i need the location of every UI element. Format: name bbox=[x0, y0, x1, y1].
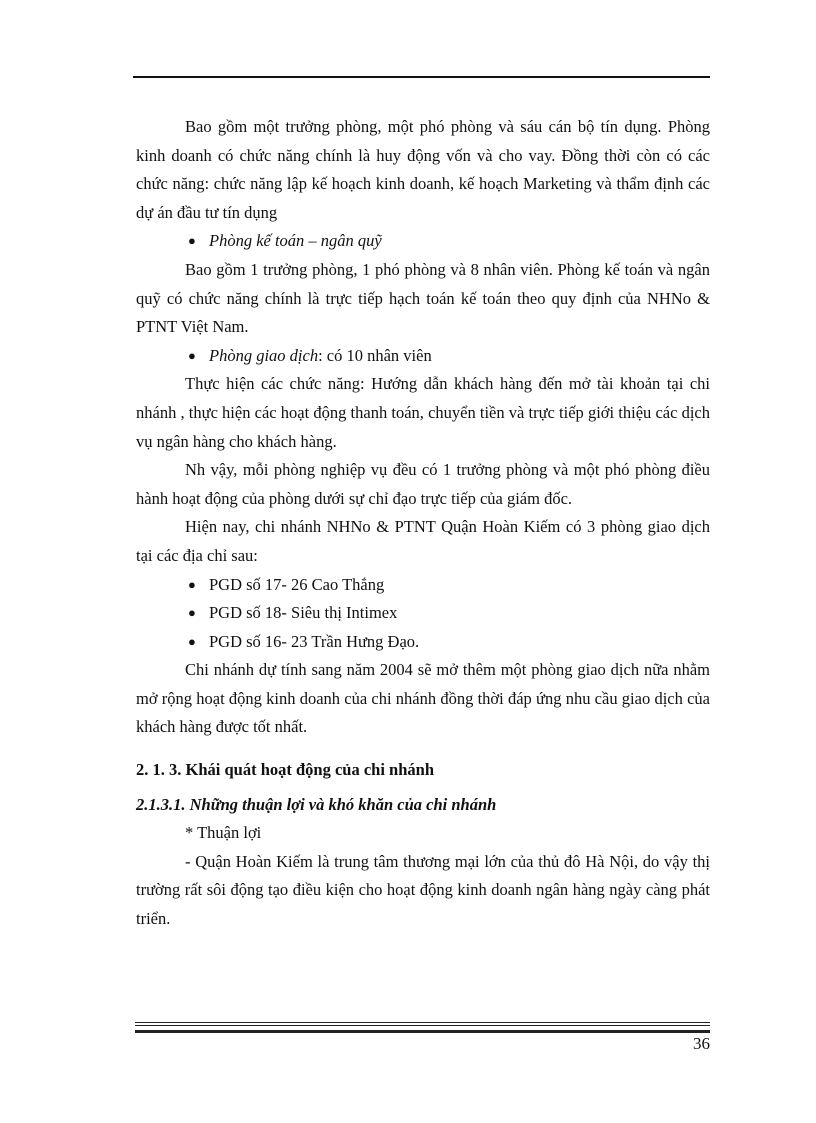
bullet-text: Phòng kế toán – ngân quỹ bbox=[209, 231, 382, 251]
list-item-text: PGD số 18- Siêu thị Intimex bbox=[209, 603, 398, 623]
list-item bbox=[136, 628, 710, 657]
paragraph-kinh-doanh: Bao gồm một trưởng phòng, một phó phòng và sáu cán bộ tín dụng. Phòng kinh doanh có chức năng chính là huy động vốn và cho vay. Đồng thời còn có các chức năng: chức năng lập kế hoạch kinh doanh, kế hoạch Marketing và thẩm định các dự án đầu tư tín dụng bbox=[136, 117, 710, 222]
paragraph-pgd-intro: Hiện nay, chi nhánh NHNo & PTNT Quận Hoàn Kiếm có 3 phòng giao dịch tại các địa chỉ sau: bbox=[136, 517, 710, 565]
bullet-icon: ● bbox=[188, 233, 196, 249]
footer-rule bbox=[135, 1022, 710, 1033]
paragraph-ke-toan: Bao gồm 1 trưởng phòng, 1 phó phòng và 8 nhân viên. Phòng kế toán và ngân quỹ có chức năng chính là trực tiếp hạch toán kế toán theo quy định của NHNo & PTNT Việt Nam. bbox=[136, 259, 710, 337]
list-item bbox=[136, 571, 710, 600]
paragraph-thuan-loi-label: * Thuận lợi bbox=[185, 823, 262, 843]
list-item-text: PGD số 16- 23 Trần Hưng Đạo. bbox=[209, 631, 420, 651]
bullet-label: Phòng giao dịch bbox=[209, 345, 319, 365]
bullet-icon: ● bbox=[188, 347, 196, 363]
page-body bbox=[136, 113, 710, 934]
paragraph-thuan-loi: - Quận Hoàn Kiếm là trung tâm thương mại lớn của thủ đô Hà Nội, do vậy thị trường rất sôi động tạo điều kiện cho hoạt động kinh doanh ngân hàng ngày càng phát triển. bbox=[136, 851, 710, 929]
bullet-icon: ● bbox=[188, 576, 196, 592]
page-number: 36 bbox=[693, 1034, 710, 1053]
bullet-text: : có 10 nhân viên bbox=[318, 345, 432, 365]
paragraph-summary: Nh vậy, mỗi phòng nghiệp vụ đều có 1 trưởng phòng và một phó phòng điều hành hoạt động của phòng dưới sự chỉ đạo trực tiếp của giám đốc. bbox=[136, 460, 710, 508]
paragraph-plan-2004: Chi nhánh dự tính sang năm 2004 sẽ mở thêm một phòng giao dịch nữa nhằm mở rộng hoạt động kinh doanh của chi nhánh đồng thời đáp ứng nhu cầu giao dịch của khách hàng được tốt nhất. bbox=[136, 660, 710, 737]
list-item bbox=[136, 599, 710, 628]
paragraph-giao-dich: Thực hiện các chức năng: Hướng dẫn khách hàng đến mở tài khoản tại chi nhánh , thực hiện các hoạt động thanh toán, chuyển tiền và trực tiếp giới thiệu các dịch vụ ngân hàng cho khách hàng. bbox=[136, 374, 710, 451]
list-item-text: PGD số 17- 26 Cao Thắng bbox=[209, 574, 385, 594]
subsection-heading: 2.1.3.1. Những thuận lợi và khó khăn của chi nhánh bbox=[136, 794, 497, 814]
bullet-icon: ● bbox=[188, 605, 196, 621]
bullet-ke-toan bbox=[136, 227, 710, 256]
header-rule bbox=[133, 76, 710, 78]
bullet-icon: ● bbox=[188, 633, 196, 649]
section-heading: 2. 1. 3. Khái quát hoạt động của chi nhánh bbox=[136, 760, 435, 780]
bullet-giao-dich bbox=[136, 342, 710, 371]
